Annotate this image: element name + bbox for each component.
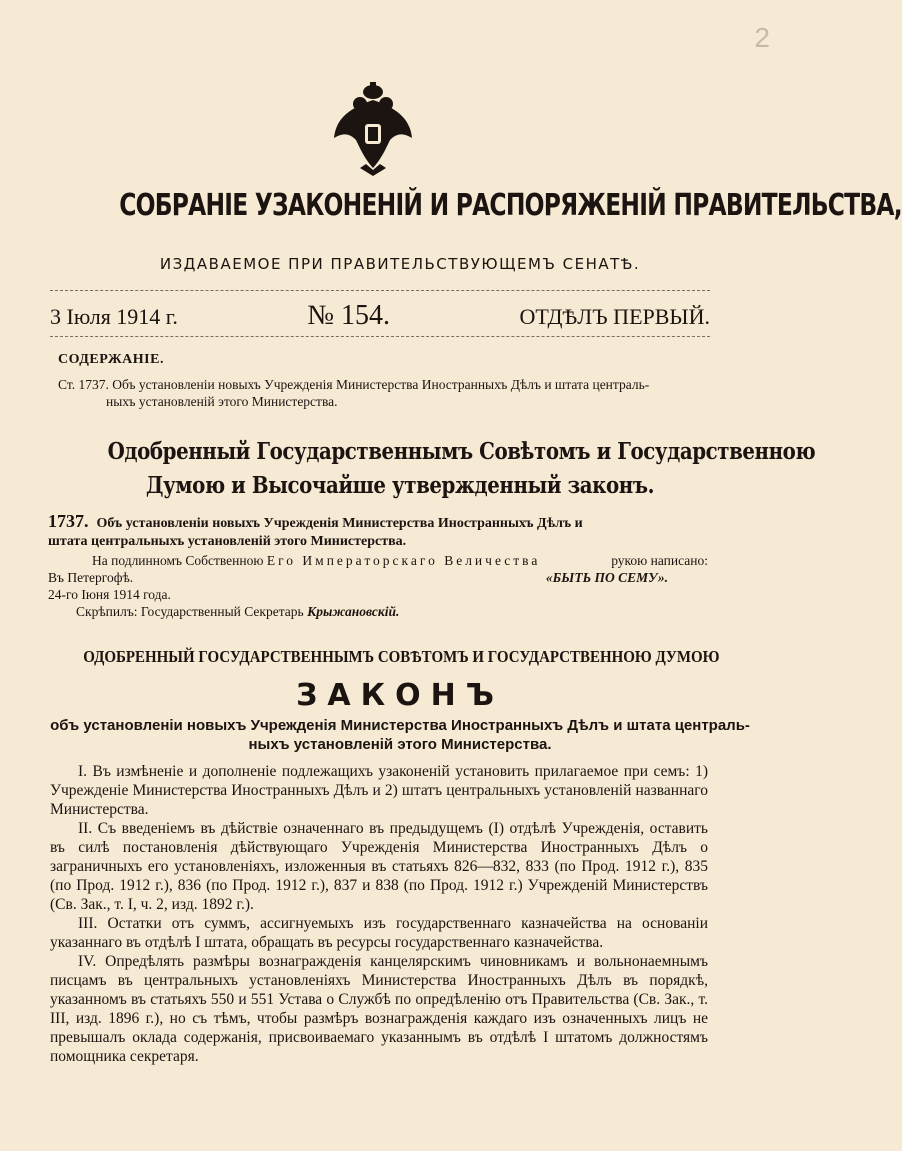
divider [50,290,710,291]
contents-entry [58,376,704,410]
page-number: 2 [754,22,770,53]
article-title-cont: штата центральныхъ установленій этого Министерства. [48,534,407,549]
law-subject-line: ныхъ установленій этого Министерства. [248,736,552,753]
article-title: Объ установленіи новыхъ Учрежденія Министерства Иностранныхъ Дѣлъ и [96,516,583,531]
signature-majesty: Его Императорскаго Величества [266,553,541,568]
masthead-subtitle: ИЗДАВАЕМОЕ ПРИ ПРАВИТЕЛЬСТВУЮЩЕМЪ СЕНАТѢ. [159,255,641,273]
double-headed-eagle-emblem [330,78,416,178]
issue-number: № 154. [307,300,391,331]
contents-title: СОДЕРЖАНІЕ. [58,352,164,367]
contents-line: Ст. 1737. Объ установленіи новыхъ Учрежденія Министерства Иностранныхъ Дѣлъ и штата централь- [58,377,650,392]
contents-line: ныхъ установленій этого Министерства. [106,394,338,409]
law-paragraph: IV. Опредѣлять размѣры вознагражденія канцелярскимъ чиновникамъ и вольнонаемнымъ писцамъ въ центральныхъ установленіяхъ Министерства Иностранныхъ Дѣлъ въ порядкѣ, указанномъ въ статьяхъ 550 и 551 Устава о Службѣ по опредѣленію отъ Правительства (Св. Зак., т. III, изд. 1896 г.), но съ тѣмъ, чтобы размѣръ вознагражденія каждаго изъ означенныхъ лицъ не превышалъ оклада содержанія, присвоиваемаго указаннымъ въ отдѣлѣ I штатомъ должностямъ помощника секретаря. [50,953,708,1065]
law-subject-line: объ установленіи новыхъ Учрежденія Министерства Иностранныхъ Дѣлъ и штата централь- [50,717,750,734]
law-paragraph: I. Въ измѣненіе и дополненіе подлежащихъ узаконеній установить прилагаемое при семъ: 1) Учрежденіе Министерства Иностранныхъ Дѣлъ и 2) штатъ центральныхъ установленій названнаго Министерства. [50,763,708,818]
divider [50,336,710,337]
signature-date: 24-го Іюня 1914 года. [48,587,171,602]
approval-title: ОДОБРЕННЫЙ ГОСУДАРСТВЕННЫМЪ СОВѢТОМЪ И ГОСУДАРСТВЕННОЮ ДУМОЮ [83,647,720,666]
article-number: 1737. [48,511,89,531]
countersign-label: Скрѣпилъ: Государственный Секретарь [76,604,304,619]
article-header [48,512,704,551]
signature-suffix: рукою написано: [611,553,708,568]
law-heading-line: Одобренный Государственнымъ Совѣтомъ и Государственною [107,438,816,465]
zakon-title: ЗАКОНЪ [296,678,504,713]
signature-resolution: «БЫТЬ ПО СЕМУ». [545,570,668,585]
issue-date: 3 Іюля 1914 г. [50,304,178,329]
issue-dateline [50,300,710,332]
law-subject [40,716,760,754]
law-paragraph: III. Остатки отъ суммъ, ассигнуемыхъ изъ государственнаго казначейства на основаніи указаннаго въ отдѣлѣ I штата, обращать въ ресурсы государственнаго казначейства. [50,915,708,951]
law-paragraph: II. Съ введеніемъ въ дѣйствіе означеннаго въ предыдущемъ (I) отдѣлѣ Учрежденія, оставить въ силѣ постановленія дѣйствующаго Учрежденія Министерства Иностранныхъ Дѣлъ о заграничныхъ его установленіяхъ, изложенныя въ статьяхъ 826—832, 833 (по Прод. 1912 г.), 835 (по Прод. 1912 г.), 836 (по Прод. 1912 г.), 837 и 838 (по Прод. 1912 г.) Учрежденій Министерствъ (Св. Зак., т. I, ч. 2, изд. 1892 г.). [50,820,708,913]
masthead-title: СОБРАНІЕ УЗАКОНЕНІЙ И РАСПОРЯЖЕНІЙ ПРАВИТЕЛЬСТВА, [119,188,902,223]
signature-block [48,552,708,620]
signature-place: Въ Петергофѣ. [48,570,134,585]
countersign-name: Крыжановскій. [307,604,400,619]
signature-prefix: На подлинномъ Собственною [92,553,264,568]
law-heading-line: Думою и Высочайше утвержденный законъ. [145,472,655,499]
law-body [50,762,708,1066]
issue-section: ОТДѢЛЪ ПЕРВЫЙ. [519,304,710,329]
